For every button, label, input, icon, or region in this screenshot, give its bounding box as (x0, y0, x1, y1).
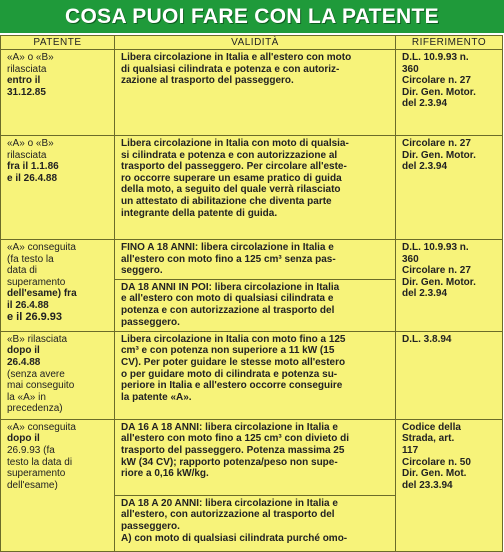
text-line: 31.12.85 (7, 86, 46, 98)
text-line: Libera circolazione in Italia con moto di qualsia- (121, 138, 349, 149)
text-line: Circolare n. 50 (402, 456, 471, 468)
text-line: DA 18 A 20 ANNI: libera circolazione in Italia e (121, 497, 338, 509)
text-line: all'estero, con autorizzazione al trasporto del (121, 509, 335, 521)
text-line: Circolare n. 27 (402, 138, 471, 149)
text-line: del 2.3.94 (402, 161, 448, 173)
text-line: 360 (402, 63, 419, 75)
page-title: COSA PUOI FARE CON LA PATENTE (65, 4, 439, 28)
text-line: Dir. Gen. Motor. (402, 149, 476, 161)
text-line: e all'estero con moto di qualsiasi cilindrata e (121, 293, 334, 305)
cell-patente (1, 331, 115, 419)
table-header-row (1, 36, 503, 50)
text-line: precedenza) (7, 403, 63, 415)
text-line: dell'esame) (7, 479, 58, 491)
table-row (1, 331, 503, 419)
text-line: si cilindrata e potenza e con autorizzazione al (121, 149, 338, 161)
text-line: mai conseguito (7, 380, 75, 392)
text-line: rilasciata (7, 63, 47, 75)
text-line: rilasciata (7, 149, 47, 161)
text-line: dopo il (7, 433, 40, 445)
text-line: Codice della (402, 421, 461, 433)
cell-validita (115, 240, 396, 280)
text-line: entro il (7, 75, 41, 87)
text-line: Dir. Gen. Motor. (402, 86, 476, 98)
text-line: Circolare n. 27 (402, 265, 471, 277)
text-line: un attestato di abilitazione che diventa parte (121, 195, 332, 207)
text-line: 26.9.93 (fa (7, 444, 55, 456)
text-line: Dir. Gen. Mot. (402, 468, 467, 480)
text-line: della moto, a seguito del quale verrà rilasciato (121, 184, 341, 196)
text-line: «A» conseguita (7, 421, 76, 433)
cell-patente (1, 136, 115, 240)
text-line: FINO A 18 ANNI: libera circolazione in Italia e (121, 242, 334, 253)
text-line: D.L. 10.9.93 n. (402, 242, 469, 253)
text-line: 360 (402, 253, 419, 265)
text-line: testo la data di (7, 456, 73, 468)
text-line: del 2.3.94 (402, 98, 448, 110)
cell-riferimento (396, 331, 503, 419)
text-line: trasporto del passeggero. Per circolare all'este- (121, 161, 347, 173)
title-banner (0, 0, 504, 33)
text-line: il 26.4.88 (7, 299, 49, 311)
text-line: data di (7, 265, 38, 277)
text-line: all'estero con moto fino a 125 cm³ senza pas- (121, 253, 336, 265)
text-line: 26.4.88 (7, 356, 41, 368)
text-line: ro occorre superare un esame pratico di guida (121, 172, 342, 184)
header-validita: VALIDITÀ (115, 36, 396, 50)
text-line: Dir. Gen. Motor. (402, 276, 476, 288)
text-line: A) con moto di qualsiasi cilindrata purché omo- (121, 532, 348, 544)
cell-patente (1, 50, 115, 136)
license-table (0, 35, 503, 552)
text-line: zazione al trasporto del passeggero. (121, 75, 294, 87)
text-line: Strada, art. (402, 433, 455, 445)
cell-validita (115, 136, 396, 240)
text-line: «A» o «B» (7, 52, 54, 63)
table-row (1, 240, 503, 280)
text-line: CV). Per poter guidare le stesse moto all'estero (121, 356, 346, 368)
text-line: o per guidare moto di cilindrata e potenza su- (121, 368, 338, 380)
cell-validita (115, 279, 396, 331)
cell-riferimento (396, 240, 503, 332)
header-riferimento: RIFERIMENTO (396, 36, 503, 50)
cell-riferimento (396, 419, 503, 551)
text-line: kW (34 CV); rapporto potenza/peso non supe- (121, 456, 338, 468)
text-line: passeggero. (121, 316, 180, 328)
text-line: riore a 0,16 kW/kg. (121, 468, 209, 480)
text-line: DA 18 ANNI IN POI: libera circolazione in Italia (121, 281, 340, 293)
text-line: (fa testo la (7, 253, 54, 265)
text-line: del 23.3.94 (402, 479, 453, 491)
cell-validita (115, 50, 396, 136)
text-line: superamento (7, 468, 66, 480)
cell-patente (1, 240, 115, 332)
text-line: superamento (7, 276, 66, 288)
text-line: potenza e con autorizzazione al trasporto del (121, 304, 335, 316)
text-line: cm³ e con potenza non superiore a 11 kW (15 (121, 345, 335, 357)
text-line: dopo il (7, 345, 40, 357)
text-line: Libera circolazione in Italia e all'estero con moto (121, 52, 352, 63)
text-line: la patente «A». (121, 391, 192, 403)
text-line: periore in Italia e all'estero occorre conseguire (121, 380, 343, 392)
text-line: dell'esame) fra (7, 288, 77, 300)
text-line: integrante della patente di guida. (121, 207, 278, 219)
text-line: passeggero. (121, 520, 180, 532)
text-line: «B» rilasciata (7, 333, 68, 345)
cell-validita (115, 331, 396, 419)
text-line: «A» conseguita (7, 242, 76, 253)
text-line: D.L. 3.8.94 (402, 333, 452, 345)
text-line: e il 26.4.88 (7, 172, 58, 184)
cell-validita (115, 495, 396, 551)
table-row (1, 419, 503, 495)
text-line: D.L. 10.9.93 n. (402, 52, 469, 63)
text-line: 117 (402, 444, 419, 456)
header-patente: PATENTE (1, 36, 115, 50)
text-line: fra il 1.1.86 (7, 161, 59, 173)
text-line: Libera circolazione in Italia con moto fino a 125 (121, 333, 346, 345)
text-line: la «A» in (7, 391, 46, 403)
text-line: di qualsiasi cilindrata e potenza e con autoriz- (121, 63, 340, 75)
text-line: (senza avere (7, 368, 65, 380)
cell-validita (115, 419, 396, 495)
text-line: DA 16 A 18 ANNI: libera circolazione in Italia e (121, 421, 338, 433)
cell-riferimento (396, 136, 503, 240)
text-line: seggero. (121, 265, 163, 277)
text-line: «A» o «B» (7, 138, 54, 149)
cell-patente (1, 419, 115, 551)
text-line: trasporto del passeggero. Potenza massima 25 (121, 444, 345, 456)
cell-riferimento (396, 50, 503, 136)
text-line: all'estero con moto fino a 125 cm³ con divieto di (121, 433, 349, 445)
table-row (1, 50, 503, 136)
text-line: e il 26.9.93 (7, 311, 63, 323)
text-line: del 2.3.94 (402, 288, 448, 300)
table-row (1, 136, 503, 240)
text-line: Circolare n. 27 (402, 75, 471, 87)
